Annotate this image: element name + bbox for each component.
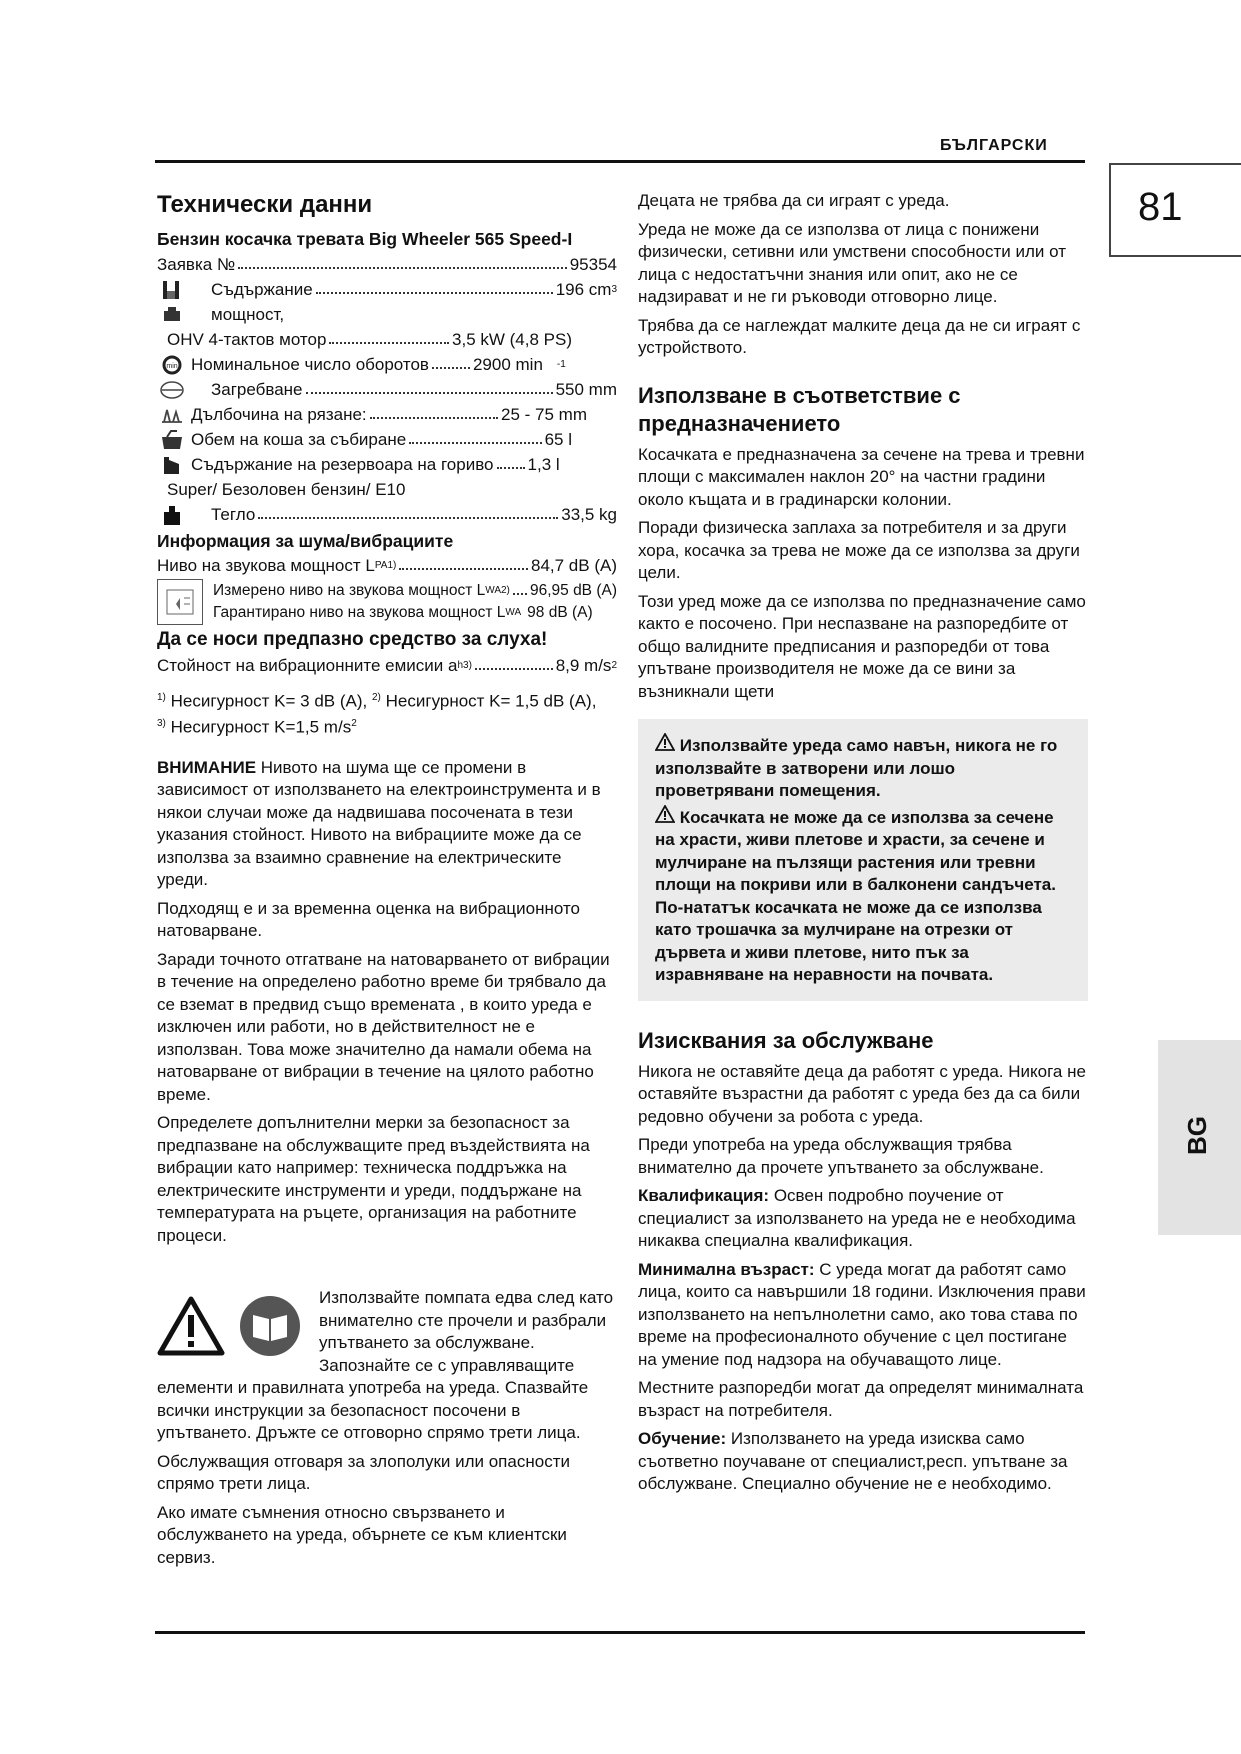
spec-weight-label: Тегло	[211, 504, 256, 524]
read-manual-icon	[239, 1295, 301, 1357]
manual-signs	[157, 1295, 301, 1357]
uncertainty-1: Несигурност K= 3 dB (A),	[170, 691, 368, 711]
engine-power-icon	[157, 304, 187, 326]
spec-power	[157, 303, 617, 328]
cutting-width-icon	[157, 379, 187, 401]
noise-lwa-guaranteed	[213, 602, 617, 624]
spec-rpm-value: 2900 min	[472, 354, 543, 374]
noise-lwa-measured-note: 2)	[501, 584, 510, 596]
attention-p3: Заради точното отгатване на натоварването от вибрации в течение на определено работно време би трябвало да се вземат в предвид също времената , в които уреда е изключен или работи, но в действителност не е използван. Това може значително да намали обема на натоварване от вибрации в течение на цялото работно време.	[157, 949, 610, 1104]
warning-2-text: Косачката не може да се използва за сечене на храсти, живи плетове и храсти, за сечене и мулчиране на пълзящи растения или тревни площи на покриви или в балконени сандъчета. По-нататък косачката не може да се използва като трошачка за мулчиране на отрезки от дървета и живи плетове, нито пък за изравняване на неравности на почвата.	[655, 807, 1056, 984]
uncertainty-note-2: 2)	[372, 691, 381, 703]
intended-p2: Поради физическа заплаха за потребителя и за други хора, косачка за трева не може да се използва за други цели.	[638, 518, 1080, 582]
right-column	[638, 190, 1088, 1502]
vibration-unit-sup: 2	[611, 659, 617, 671]
noise-lpa-note: 1)	[387, 560, 397, 572]
spec-content-unit-sup: 3	[611, 283, 617, 295]
noise-lwa-measured-label: Измерено ниво на звукова мощност L	[213, 581, 486, 599]
minimum-age-paragraph	[638, 1259, 1088, 1372]
uncertainty-3-sup: 2	[351, 717, 357, 729]
children-p1: Децата не трябва да си играят с уреда.	[638, 191, 950, 210]
spec-rpm-sup: -1	[556, 358, 566, 370]
spec-cut-depth	[157, 403, 617, 428]
spec-content	[157, 278, 617, 303]
qualification-label: Квалификация:	[638, 1186, 770, 1205]
spec-cut-depth-value: 25 - 75 mm	[501, 404, 587, 424]
spec-content-value: 196 cm	[555, 279, 612, 299]
noise-lwa-guaranteed-value: 98 dB (A)	[527, 603, 593, 621]
children-p3: Трябва да се наглеждат малките деца да не си играят с устройството.	[638, 315, 1081, 357]
product-name: Бензин косачка тревата Big Wheeler 565 Speed-I	[157, 229, 573, 249]
uncertainty-note-3: 3)	[157, 717, 166, 729]
rpm-icon	[157, 354, 187, 376]
qualification-text: Освен подробно поучение от специалист за използването на уреда не е необходима никаква специална квалификация.	[638, 1186, 1076, 1250]
operation-p2: Преди употреба на уреда обслужващия трябва внимателно да прочете упътването за обслужване.	[638, 1135, 1044, 1177]
tech-data-title: Технически данни	[157, 191, 373, 218]
sound-power-label-icon	[157, 579, 203, 625]
spec-order-value: 95354	[569, 254, 617, 274]
engine-capacity-icon	[157, 279, 187, 301]
spec-cut-depth-label: Дълбочина на рязане:	[191, 404, 367, 424]
noise-lwa-measured	[213, 580, 617, 602]
minimum-age-text: С уреда могат да работят само лица, които са навършили 18 години. Изключения прави използването на непълнолетни само, ако това става по време на професионалното обучение с цел постигане на умение под надзора на обучаващото лице.	[638, 1259, 1086, 1369]
intended-p1: Косачката е предназначена за сечене на трева и тревни площи с максимален наклон 20° на частни градини около къщата и в градинарски колонии.	[638, 444, 1085, 509]
dot-leader	[238, 257, 567, 269]
intended-p3: Този уред може да се използва по предназначение само както е посочено. При неспазване на разпоредбите от общо валидните предписания и разпоредби от това упътване производителя не може да се вини за възникнали щети	[638, 591, 1086, 701]
left-column	[157, 190, 617, 1575]
manual-note-p1: Използвайте помпата едва след като внимателно сте прочели и разбрали упътването за обслужване. Запознайте се с управляващите елементи и правилната употреба на уреда. Спазвайте всички инструкции за безопасност посочени в упътването. Дръжте се отговорно спрямо трети лица.	[157, 1288, 614, 1443]
noise-lwa-measured-value: 96,95 dB (A)	[529, 581, 617, 599]
warning-2	[655, 805, 1072, 987]
spec-bag-value: 65 l	[544, 429, 572, 449]
dot-leader	[497, 457, 525, 469]
dot-leader	[399, 558, 528, 570]
uncertainty-note-1: 1)	[157, 691, 166, 703]
dot-leader	[258, 507, 558, 519]
noise-lpa-label: Ниво на звукова мощност L	[157, 556, 375, 576]
noise-lwa-measured-sub: WA	[485, 584, 501, 596]
spec-tank-label: Съдържание на резервоара на гориво	[191, 454, 494, 474]
vibration-sub: h	[457, 659, 464, 671]
spec-cut-width-label: Загребване	[211, 379, 303, 399]
uncertainty-notes	[157, 687, 617, 739]
spec-weight	[157, 503, 617, 528]
dot-leader	[475, 658, 553, 670]
spec-content-label: Съдържание	[211, 279, 313, 299]
minimum-age-label: Минимална възраст:	[638, 1259, 815, 1279]
vibration-value-number: 8,9 m/s	[555, 655, 612, 675]
manual-note-p3: Ако имате съмнения относно свързването и обслужването на уреда, обърнете се към клиентски сервиз.	[157, 1502, 567, 1567]
spec-weight-value: 33,5 kg	[561, 504, 617, 524]
page-number-box	[1109, 163, 1241, 257]
vibration-note: 3)	[463, 659, 472, 671]
operation-p1: Никога не оставяйте деца да работят с уреда. Никога не оставяйте възрастни да работят с уреда без да са били редовно обучени за робота с уреда.	[638, 1061, 1086, 1126]
noise-title: Информация за шума/вибрациите	[157, 530, 454, 551]
header-rule	[155, 160, 1085, 163]
noise-lwa-guaranteed-label: Гарантирано ниво на звукова мощност L	[213, 603, 506, 621]
spec-engine	[157, 328, 617, 353]
spec-bag-label: Обем на коша за събиране	[191, 429, 407, 449]
warning-box	[638, 719, 1088, 1001]
spec-fuel-type: Super/ Безоловен бензин/ E10	[167, 479, 406, 499]
vibration-label: Стойност на вибрационните емисии a	[157, 655, 458, 675]
noise-lpa-value: 84,7 dB (A)	[531, 556, 617, 576]
warning-triangle-icon	[157, 1295, 225, 1357]
hearing-protection-notice: Да се носи предпазно средство за слуха!	[157, 629, 548, 650]
dot-leader	[432, 357, 470, 369]
spec-engine-label: OHV 4-тактов мотор	[167, 329, 327, 349]
language-side-tab	[1158, 1040, 1241, 1235]
svg-text:min: min	[166, 363, 178, 370]
dot-leader	[513, 583, 527, 595]
language-side-tab-label: BG	[1182, 1116, 1212, 1155]
grass-bag-icon	[157, 429, 187, 451]
training-text: Използването на уреда изисква само съответно поучаване от специалист,респ. упътване за обслужване. Специално обучение не е необходимо.	[638, 1429, 1068, 1493]
noise-lpa-sub: PA	[374, 560, 388, 572]
uncertainty-2: Несигурност K= 1,5 dB (A),	[385, 691, 597, 711]
spec-engine-value: 3,5 kW (4,8 PS)	[452, 329, 572, 349]
warning-icon	[655, 733, 675, 751]
manual-note	[157, 1287, 617, 1569]
spec-order	[157, 253, 617, 278]
attention-p4: Определете допълнителни мерки за безопасност за предпазване на обслужващите пред въздействията на вибрации като например: техническа поддръжка на електрическите инструменти и уреди, поддържане на температурата на ръцете, организация на работните процеси.	[157, 1113, 590, 1245]
operation-requirements-title: Изисквания за обслужване	[638, 1027, 934, 1053]
spec-tank	[157, 453, 617, 478]
attention-paragraph	[157, 757, 617, 892]
spec-bag	[157, 428, 617, 453]
noise-lwa-block	[157, 579, 617, 625]
spec-order-label: Заявка №	[157, 254, 236, 274]
footer-rule	[155, 1631, 1085, 1634]
dot-leader	[329, 332, 449, 344]
spec-cut-width	[157, 378, 617, 403]
page-number: 81	[1138, 185, 1183, 229]
spec-rpm-label: Номинальное число оборотов	[191, 354, 429, 374]
qualification-paragraph	[638, 1185, 1088, 1253]
manual-note-p2: Обслужващия отговаря за злополуки или опасности спрямо трети лица.	[157, 1451, 570, 1494]
spec-cut-width-value: 550 mm	[555, 379, 617, 399]
training-label: Обучение:	[638, 1429, 727, 1448]
spec-power-label: мощност,	[211, 304, 285, 324]
vibration-value	[157, 654, 617, 679]
warning-1-text: Използвайте уреда само навън, никога не го използвайте в затворени или лошо проветрявани помещения.	[655, 736, 1058, 800]
uncertainty-3: Несигурност K=1,5 m/s	[170, 717, 352, 737]
attention-p2: Подходящ е и за временна оценка на вибрационното натоварване.	[157, 898, 581, 941]
children-p2: Уреда не може да се използва от лица с понижени физически, сетивни или умствени способности или от лица с недостатъчни знания или опит, ако не се надзирават и не ги ръководи отговорно лице.	[638, 219, 1066, 306]
warning-icon	[655, 805, 675, 823]
attention-label: ВНИМАНИЕ	[157, 757, 257, 777]
dot-leader	[306, 382, 553, 394]
spec-rpm	[157, 353, 617, 378]
dot-leader	[409, 432, 541, 444]
intended-use-title: Използване в съответствие с предназначението	[638, 382, 961, 436]
local-regulations: Местните разпоредби могат да определят минималната възраст на потребителя.	[638, 1378, 1084, 1420]
noise-lpa	[157, 554, 617, 579]
noise-lwa-guaranteed-sub: WA	[505, 606, 522, 618]
attention-text: Нивото на шума ще се промени в зависимост от използването на електроинструмента и в някои случаи може да надвишава посочената в тези указания стойност. Нивото на вибрациите може да се използва за взаимно сравнение на електрическите уреди.	[157, 757, 601, 890]
dot-leader	[370, 407, 498, 419]
weight-icon	[157, 504, 187, 526]
dot-leader	[316, 282, 553, 294]
fuel-tank-icon	[157, 454, 187, 476]
warning-1	[655, 733, 1072, 803]
cutting-height-icon	[157, 404, 187, 426]
language-label: БЪЛГАРСКИ	[940, 137, 1048, 154]
training-paragraph	[638, 1428, 1088, 1496]
spec-tank-value: 1,3 l	[527, 454, 560, 474]
